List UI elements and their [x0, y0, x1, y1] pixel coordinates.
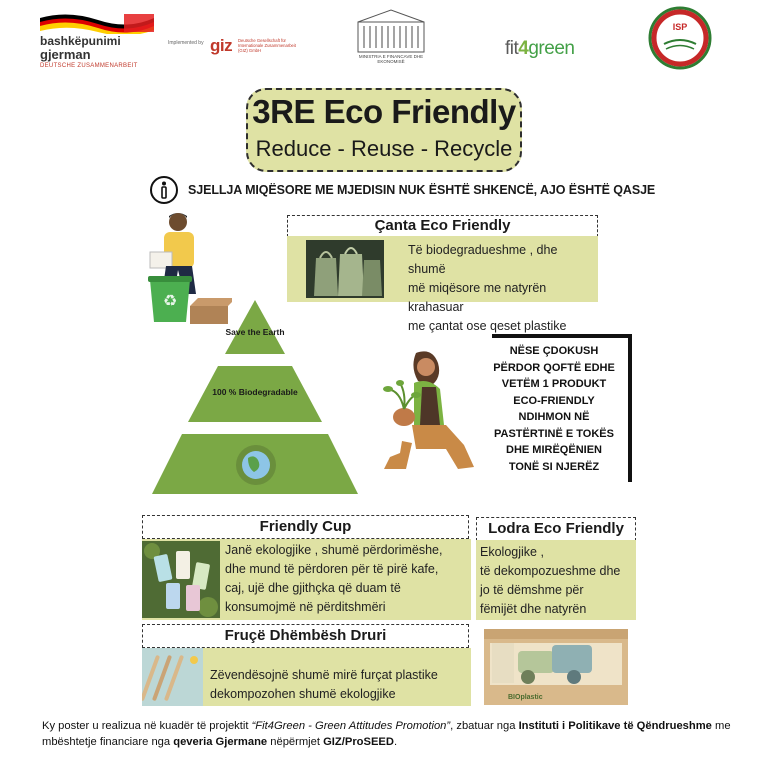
- ministry-building-icon: [354, 8, 428, 54]
- callout-line: NËSE ÇDOKUSH: [509, 345, 599, 357]
- logo-text-line3: DEUTSCHE ZUSAMMENARBEIT: [40, 63, 138, 69]
- callout-line: TONË SI NJERËZ: [508, 460, 600, 473]
- planting-woman-icon: [366, 345, 488, 477]
- giz-implemented-label: Implemented by: [168, 40, 204, 46]
- canta-line: më miqësore me natyrën krahasuar: [408, 281, 547, 314]
- callout-line: DHE MIRËQËNIEN: [506, 444, 602, 456]
- logo-text-line1: bashkëpunimi: [40, 34, 121, 48]
- poster-subtitle: Reduce - Reuse - Recycle: [255, 136, 513, 161]
- footer-credit: [42, 718, 732, 750]
- logo-text-line2: gjerman: [40, 47, 91, 62]
- toys-header: Lodra Eco Friendly: [476, 517, 636, 541]
- cup-line: caj, ujë dhe gjithçka që duam të: [225, 581, 401, 595]
- german-cooperation-logo: [34, 8, 164, 68]
- cup-line: dhe mund të përdoren për të pirë kafe,: [225, 562, 439, 576]
- toys-line: fëmijët dhe natyrën: [480, 602, 587, 616]
- brush-line: dekompozohen shumë ekologjike: [210, 687, 396, 701]
- canta-line: Të biodegradueshme , dhe shumë: [408, 243, 558, 276]
- isp-seal-icon: [648, 6, 712, 70]
- brush-text: [210, 666, 470, 704]
- callout-line: NDIHMON NË: [518, 411, 590, 423]
- fit-four: 4: [518, 38, 529, 59]
- callout-line: VETËM 1 PRODUKT: [501, 378, 607, 390]
- toys-line: të dekompozueshme dhe: [480, 564, 621, 578]
- poster-title: 3RE Eco Friendly: [252, 93, 516, 130]
- footer-part: , zbatuar nga: [450, 720, 519, 732]
- canta-text: [408, 241, 598, 336]
- footer-project-name: “Fit4Green - Green Attitudes Promotion”: [251, 720, 451, 732]
- cups-photo: [142, 541, 220, 618]
- cup-line: Janë ekologjike , shumë përdorimëshe,: [225, 543, 443, 557]
- fit-suffix: green: [528, 38, 575, 59]
- toys-line: Ekologjike ,: [480, 545, 544, 559]
- cup-header: Friendly Cup: [142, 515, 469, 539]
- isp-logo: [648, 6, 712, 70]
- cup-text: [225, 541, 465, 617]
- footer-government: qeveria Gjermane: [173, 736, 268, 748]
- ministry-logo: [354, 8, 428, 68]
- pyramid-top-label: Save the Earth: [225, 327, 285, 337]
- toy-box-label: BIOplastic: [508, 694, 543, 701]
- fit-prefix: fit: [505, 38, 519, 59]
- footer-part: Ky poster u realizua në kuadër të projektit: [42, 720, 252, 732]
- svg-text:ISP: ISP: [672, 22, 688, 32]
- fit4green-logo: [505, 38, 574, 60]
- cup-line: konsumojmë në përditshmëri: [225, 600, 386, 614]
- footer-giz: GIZ/ProSEED: [323, 736, 394, 748]
- giz-logo: [168, 36, 298, 60]
- ministry-text: MINISTRIA E FINANCAVE DHE EKONOMISË: [358, 54, 424, 64]
- callout-line: PËRDOR QOFTË EDHE: [493, 361, 615, 374]
- svg-text:♻: ♻: [162, 291, 178, 310]
- bags-photo: [306, 240, 384, 298]
- toothbrush-photo: [142, 648, 203, 706]
- brush-line: Zëvendësojnë shumë mirë furçat plastike: [210, 668, 438, 682]
- footer-part: nëpërmjet: [267, 736, 324, 748]
- callout-statement: [486, 343, 622, 475]
- footer-part: me mbështetje financiare nga: [42, 720, 731, 748]
- giz-description: Deutsche Gesellschaft für Internationale Zusammenarbeit (GIZ) GmbH: [238, 38, 296, 53]
- flag-ribbon-icon: [38, 12, 156, 34]
- callout-line: ECO-FRIENDLY: [513, 394, 595, 407]
- giz-mark: giz: [210, 36, 233, 55]
- footer-institute: Instituti i Politikave të Qëndrueshme: [518, 720, 712, 732]
- toys-text: [480, 543, 632, 619]
- info-icon: [149, 175, 179, 205]
- canta-header: Çanta Eco Friendly: [287, 215, 598, 237]
- info-statement: SJELLJA MIQËSORE ME MJEDISIN NUK ËSHTË SHKENCË, AJO ËSHTË QASJE: [188, 183, 656, 197]
- toys-line: jo të dëmshme për: [480, 583, 584, 597]
- canta-line: me çantat ose qeset plastike: [408, 319, 567, 333]
- pyramid-middle-label: 100 % Biodegradable: [212, 387, 298, 397]
- toy-truck-photo: [478, 625, 634, 707]
- footer-part: .: [393, 736, 398, 748]
- brush-header: Fruçë Dhëmbësh Druri: [142, 624, 469, 648]
- callout-line: PASTËRTINË E TOKËS: [493, 427, 614, 440]
